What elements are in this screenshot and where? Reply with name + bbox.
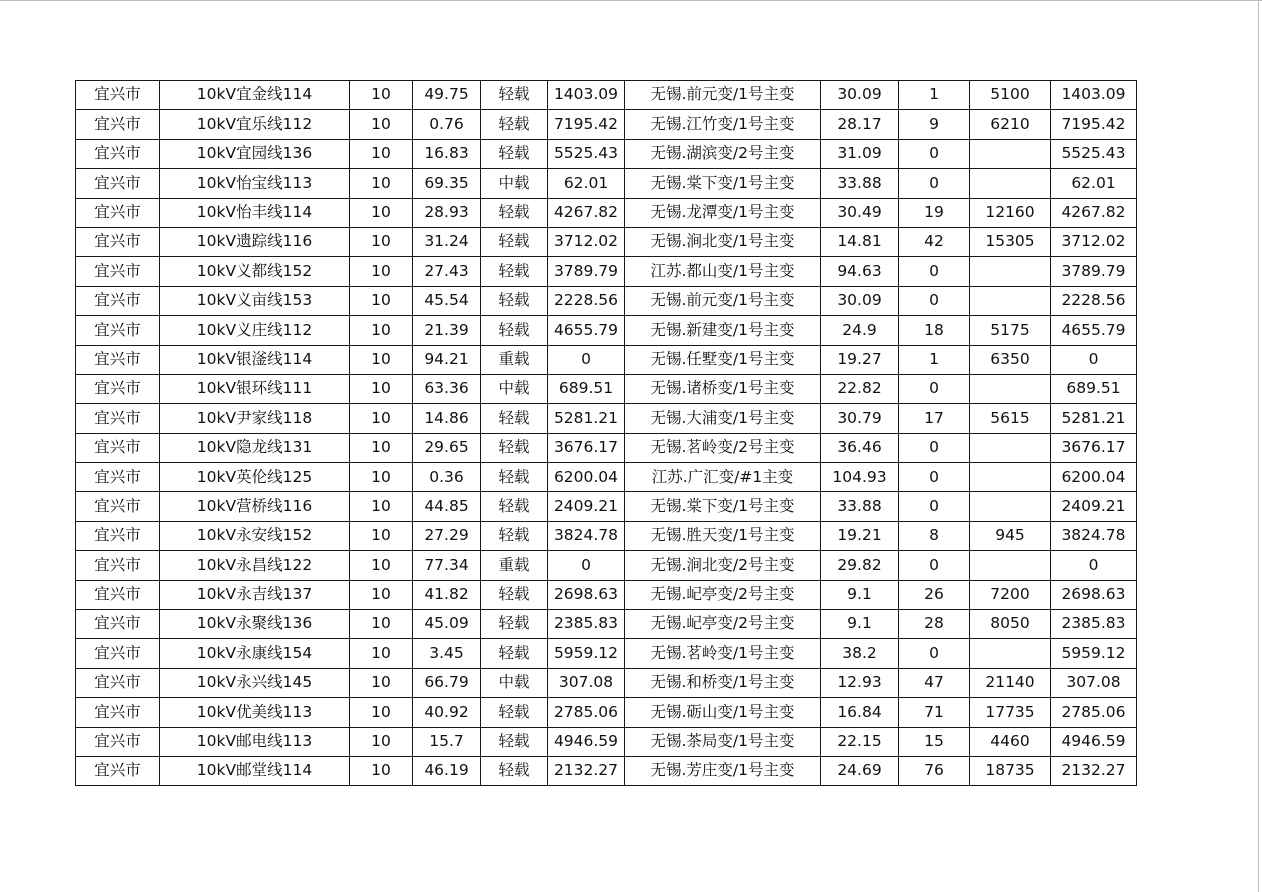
feeder-line-cell: 10kV义亩线153 xyxy=(160,286,350,315)
feeder-line-cell: 10kV邮电线113 xyxy=(160,727,350,756)
feeder-line-cell: 10kV宜园线136 xyxy=(160,139,350,168)
table-row xyxy=(76,433,1137,462)
transformer-load-rate-cell: 33.88 xyxy=(821,169,899,198)
load-rate-cell: 31.24 xyxy=(413,227,481,256)
load-rate-cell: 45.09 xyxy=(413,610,481,639)
voltage-cell: 10 xyxy=(350,404,413,433)
user-capacity-cell: 5100 xyxy=(970,81,1051,110)
available-capacity-cell: 2409.21 xyxy=(548,492,625,521)
substation-transformer-cell: 无锡.茶局变/1号主变 xyxy=(625,727,821,756)
user-capacity-cell xyxy=(970,433,1051,462)
load-rate-cell: 94.21 xyxy=(413,345,481,374)
available-capacity-cell: 2228.56 xyxy=(548,286,625,315)
remaining-capacity-cell: 2385.83 xyxy=(1051,610,1137,639)
remaining-capacity-cell: 5959.12 xyxy=(1051,639,1137,668)
table-row xyxy=(76,286,1137,315)
load-status-cell: 重载 xyxy=(481,345,548,374)
feeder-line-cell: 10kV英伦线125 xyxy=(160,463,350,492)
transformer-load-rate-cell: 22.82 xyxy=(821,374,899,403)
feeder-load-table xyxy=(75,80,1137,786)
available-capacity-cell: 2132.27 xyxy=(548,756,625,785)
remaining-capacity-cell: 5281.21 xyxy=(1051,404,1137,433)
available-capacity-cell: 2698.63 xyxy=(548,580,625,609)
city-cell: 宜兴市 xyxy=(76,639,160,668)
user-capacity-cell: 12160 xyxy=(970,198,1051,227)
load-status-cell: 轻载 xyxy=(481,580,548,609)
feeder-line-cell: 10kV隐龙线131 xyxy=(160,433,350,462)
city-cell: 宜兴市 xyxy=(76,198,160,227)
table-row xyxy=(76,463,1137,492)
load-status-cell: 轻载 xyxy=(481,727,548,756)
table-body xyxy=(76,81,1137,786)
table-row xyxy=(76,580,1137,609)
user-capacity-cell xyxy=(970,374,1051,403)
load-rate-cell: 49.75 xyxy=(413,81,481,110)
load-status-cell: 轻载 xyxy=(481,521,548,550)
load-status-cell: 轻载 xyxy=(481,610,548,639)
city-cell: 宜兴市 xyxy=(76,580,160,609)
substation-transformer-cell: 无锡.诸桥变/1号主变 xyxy=(625,374,821,403)
user-count-cell: 0 xyxy=(899,169,970,198)
available-capacity-cell: 3712.02 xyxy=(548,227,625,256)
table-row xyxy=(76,551,1137,580)
feeder-line-cell: 10kV永昌线122 xyxy=(160,551,350,580)
user-count-cell: 0 xyxy=(899,257,970,286)
transformer-load-rate-cell: 9.1 xyxy=(821,580,899,609)
available-capacity-cell: 0 xyxy=(548,551,625,580)
city-cell: 宜兴市 xyxy=(76,169,160,198)
load-rate-cell: 77.34 xyxy=(413,551,481,580)
user-count-cell: 0 xyxy=(899,639,970,668)
voltage-cell: 10 xyxy=(350,727,413,756)
transformer-load-rate-cell: 12.93 xyxy=(821,668,899,697)
remaining-capacity-cell: 0 xyxy=(1051,345,1137,374)
remaining-capacity-cell: 689.51 xyxy=(1051,374,1137,403)
available-capacity-cell: 1403.09 xyxy=(548,81,625,110)
table-row xyxy=(76,345,1137,374)
feeder-line-cell: 10kV优美线113 xyxy=(160,698,350,727)
load-status-cell: 轻载 xyxy=(481,698,548,727)
load-rate-cell: 29.65 xyxy=(413,433,481,462)
remaining-capacity-cell: 3712.02 xyxy=(1051,227,1137,256)
city-cell: 宜兴市 xyxy=(76,727,160,756)
voltage-cell: 10 xyxy=(350,668,413,697)
feeder-line-cell: 10kV怡丰线114 xyxy=(160,198,350,227)
transformer-load-rate-cell: 38.2 xyxy=(821,639,899,668)
city-cell: 宜兴市 xyxy=(76,433,160,462)
load-rate-cell: 0.76 xyxy=(413,110,481,139)
user-capacity-cell: 4460 xyxy=(970,727,1051,756)
user-capacity-cell: 18735 xyxy=(970,756,1051,785)
user-capacity-cell: 5615 xyxy=(970,404,1051,433)
available-capacity-cell: 689.51 xyxy=(548,374,625,403)
voltage-cell: 10 xyxy=(350,227,413,256)
load-rate-cell: 63.36 xyxy=(413,374,481,403)
load-rate-cell: 44.85 xyxy=(413,492,481,521)
voltage-cell: 10 xyxy=(350,139,413,168)
load-rate-cell: 3.45 xyxy=(413,639,481,668)
user-capacity-cell: 5175 xyxy=(970,316,1051,345)
transformer-load-rate-cell: 30.49 xyxy=(821,198,899,227)
substation-transformer-cell: 无锡.大浦变/1号主变 xyxy=(625,404,821,433)
table-row xyxy=(76,727,1137,756)
feeder-line-cell: 10kV永吉线137 xyxy=(160,580,350,609)
substation-transformer-cell: 无锡.和桥变/1号主变 xyxy=(625,668,821,697)
substation-transformer-cell: 无锡.任墅变/1号主变 xyxy=(625,345,821,374)
table-row xyxy=(76,316,1137,345)
transformer-load-rate-cell: 30.79 xyxy=(821,404,899,433)
substation-transformer-cell: 江苏.广汇变/#1主变 xyxy=(625,463,821,492)
user-count-cell: 15 xyxy=(899,727,970,756)
city-cell: 宜兴市 xyxy=(76,404,160,433)
voltage-cell: 10 xyxy=(350,756,413,785)
voltage-cell: 10 xyxy=(350,521,413,550)
substation-transformer-cell: 无锡.屺亭变/2号主变 xyxy=(625,580,821,609)
substation-transformer-cell: 无锡.湖滨变/2号主变 xyxy=(625,139,821,168)
city-cell: 宜兴市 xyxy=(76,110,160,139)
remaining-capacity-cell: 5525.43 xyxy=(1051,139,1137,168)
user-count-cell: 0 xyxy=(899,286,970,315)
table-row xyxy=(76,756,1137,785)
feeder-line-cell: 10kV邮堂线114 xyxy=(160,756,350,785)
available-capacity-cell: 4655.79 xyxy=(548,316,625,345)
table-row xyxy=(76,139,1137,168)
table-row xyxy=(76,374,1137,403)
user-count-cell: 76 xyxy=(899,756,970,785)
transformer-load-rate-cell: 33.88 xyxy=(821,492,899,521)
available-capacity-cell: 0 xyxy=(548,345,625,374)
voltage-cell: 10 xyxy=(350,81,413,110)
load-status-cell: 中载 xyxy=(481,668,548,697)
feeder-line-cell: 10kV尹家线118 xyxy=(160,404,350,433)
table-row xyxy=(76,110,1137,139)
transformer-load-rate-cell: 28.17 xyxy=(821,110,899,139)
available-capacity-cell: 3676.17 xyxy=(548,433,625,462)
load-rate-cell: 46.19 xyxy=(413,756,481,785)
available-capacity-cell: 7195.42 xyxy=(548,110,625,139)
transformer-load-rate-cell: 94.63 xyxy=(821,257,899,286)
feeder-line-cell: 10kV宜金线114 xyxy=(160,81,350,110)
load-rate-cell: 41.82 xyxy=(413,580,481,609)
remaining-capacity-cell: 2228.56 xyxy=(1051,286,1137,315)
user-capacity-cell: 945 xyxy=(970,521,1051,550)
substation-transformer-cell: 无锡.棠下变/1号主变 xyxy=(625,169,821,198)
substation-transformer-cell: 无锡.前元变/1号主变 xyxy=(625,81,821,110)
voltage-cell: 10 xyxy=(350,698,413,727)
available-capacity-cell: 2385.83 xyxy=(548,610,625,639)
user-capacity-cell xyxy=(970,551,1051,580)
user-count-cell: 42 xyxy=(899,227,970,256)
user-capacity-cell: 6350 xyxy=(970,345,1051,374)
city-cell: 宜兴市 xyxy=(76,139,160,168)
feeder-line-cell: 10kV永安线152 xyxy=(160,521,350,550)
feeder-line-cell: 10kV怡宝线113 xyxy=(160,169,350,198)
user-capacity-cell: 21140 xyxy=(970,668,1051,697)
feeder-line-cell: 10kV永康线154 xyxy=(160,639,350,668)
table-row xyxy=(76,227,1137,256)
remaining-capacity-cell: 4946.59 xyxy=(1051,727,1137,756)
substation-transformer-cell: 无锡.芳庄变/1号主变 xyxy=(625,756,821,785)
voltage-cell: 10 xyxy=(350,198,413,227)
remaining-capacity-cell: 2785.06 xyxy=(1051,698,1137,727)
transformer-load-rate-cell: 36.46 xyxy=(821,433,899,462)
user-count-cell: 47 xyxy=(899,668,970,697)
load-rate-cell: 40.92 xyxy=(413,698,481,727)
feeder-line-cell: 10kV义都线152 xyxy=(160,257,350,286)
voltage-cell: 10 xyxy=(350,639,413,668)
available-capacity-cell: 5281.21 xyxy=(548,404,625,433)
table-row xyxy=(76,639,1137,668)
table-row xyxy=(76,521,1137,550)
load-rate-cell: 45.54 xyxy=(413,286,481,315)
user-count-cell: 0 xyxy=(899,551,970,580)
remaining-capacity-cell: 307.08 xyxy=(1051,668,1137,697)
user-capacity-cell xyxy=(970,286,1051,315)
table-row xyxy=(76,169,1137,198)
load-rate-cell: 66.79 xyxy=(413,668,481,697)
voltage-cell: 10 xyxy=(350,374,413,403)
table-row xyxy=(76,198,1137,227)
remaining-capacity-cell: 0 xyxy=(1051,551,1137,580)
substation-transformer-cell: 无锡.茗岭变/2号主变 xyxy=(625,433,821,462)
available-capacity-cell: 2785.06 xyxy=(548,698,625,727)
load-status-cell: 轻载 xyxy=(481,404,548,433)
substation-transformer-cell: 无锡.屺亭变/2号主变 xyxy=(625,610,821,639)
load-status-cell: 轻载 xyxy=(481,316,548,345)
load-rate-cell: 21.39 xyxy=(413,316,481,345)
load-status-cell: 中载 xyxy=(481,169,548,198)
voltage-cell: 10 xyxy=(350,551,413,580)
available-capacity-cell: 5959.12 xyxy=(548,639,625,668)
city-cell: 宜兴市 xyxy=(76,492,160,521)
load-rate-cell: 15.7 xyxy=(413,727,481,756)
user-count-cell: 9 xyxy=(899,110,970,139)
city-cell: 宜兴市 xyxy=(76,756,160,785)
city-cell: 宜兴市 xyxy=(76,551,160,580)
load-status-cell: 轻载 xyxy=(481,139,548,168)
available-capacity-cell: 3789.79 xyxy=(548,257,625,286)
load-status-cell: 轻载 xyxy=(481,463,548,492)
load-status-cell: 重载 xyxy=(481,551,548,580)
transformer-load-rate-cell: 24.69 xyxy=(821,756,899,785)
city-cell: 宜兴市 xyxy=(76,610,160,639)
substation-transformer-cell: 无锡.前元变/1号主变 xyxy=(625,286,821,315)
voltage-cell: 10 xyxy=(350,316,413,345)
transformer-load-rate-cell: 104.93 xyxy=(821,463,899,492)
remaining-capacity-cell: 2698.63 xyxy=(1051,580,1137,609)
user-capacity-cell xyxy=(970,257,1051,286)
table-row xyxy=(76,492,1137,521)
available-capacity-cell: 307.08 xyxy=(548,668,625,697)
city-cell: 宜兴市 xyxy=(76,374,160,403)
user-count-cell: 26 xyxy=(899,580,970,609)
load-status-cell: 轻载 xyxy=(481,433,548,462)
city-cell: 宜兴市 xyxy=(76,257,160,286)
user-count-cell: 0 xyxy=(899,139,970,168)
user-count-cell: 0 xyxy=(899,463,970,492)
substation-transformer-cell: 无锡.涧北变/1号主变 xyxy=(625,227,821,256)
transformer-load-rate-cell: 19.27 xyxy=(821,345,899,374)
available-capacity-cell: 6200.04 xyxy=(548,463,625,492)
remaining-capacity-cell: 4655.79 xyxy=(1051,316,1137,345)
feeder-line-cell: 10kV永兴线145 xyxy=(160,668,350,697)
user-capacity-cell: 15305 xyxy=(970,227,1051,256)
transformer-load-rate-cell: 24.9 xyxy=(821,316,899,345)
remaining-capacity-cell: 62.01 xyxy=(1051,169,1137,198)
load-status-cell: 轻载 xyxy=(481,110,548,139)
user-count-cell: 17 xyxy=(899,404,970,433)
user-count-cell: 0 xyxy=(899,492,970,521)
load-rate-cell: 14.86 xyxy=(413,404,481,433)
user-capacity-cell xyxy=(970,463,1051,492)
feeder-line-cell: 10kV宜乐线112 xyxy=(160,110,350,139)
page-top-edge xyxy=(0,0,1262,1)
transformer-load-rate-cell: 30.09 xyxy=(821,286,899,315)
available-capacity-cell: 4267.82 xyxy=(548,198,625,227)
city-cell: 宜兴市 xyxy=(76,698,160,727)
user-capacity-cell xyxy=(970,639,1051,668)
feeder-line-cell: 10kV永聚线136 xyxy=(160,610,350,639)
transformer-load-rate-cell: 22.15 xyxy=(821,727,899,756)
load-status-cell: 轻载 xyxy=(481,227,548,256)
substation-transformer-cell: 无锡.龙潭变/1号主变 xyxy=(625,198,821,227)
load-status-cell: 轻载 xyxy=(481,81,548,110)
city-cell: 宜兴市 xyxy=(76,81,160,110)
substation-transformer-cell: 无锡.江竹变/1号主变 xyxy=(625,110,821,139)
transformer-load-rate-cell: 14.81 xyxy=(821,227,899,256)
available-capacity-cell: 4946.59 xyxy=(548,727,625,756)
load-status-cell: 中载 xyxy=(481,374,548,403)
load-status-cell: 轻载 xyxy=(481,198,548,227)
load-rate-cell: 16.83 xyxy=(413,139,481,168)
user-count-cell: 18 xyxy=(899,316,970,345)
load-rate-cell: 69.35 xyxy=(413,169,481,198)
substation-transformer-cell: 无锡.棠下变/1号主变 xyxy=(625,492,821,521)
remaining-capacity-cell: 3789.79 xyxy=(1051,257,1137,286)
feeder-line-cell: 10kV营桥线116 xyxy=(160,492,350,521)
transformer-load-rate-cell: 30.09 xyxy=(821,81,899,110)
user-count-cell: 28 xyxy=(899,610,970,639)
transformer-load-rate-cell: 29.82 xyxy=(821,551,899,580)
table-row xyxy=(76,404,1137,433)
city-cell: 宜兴市 xyxy=(76,668,160,697)
city-cell: 宜兴市 xyxy=(76,521,160,550)
user-capacity-cell: 17735 xyxy=(970,698,1051,727)
table-row xyxy=(76,698,1137,727)
user-capacity-cell xyxy=(970,139,1051,168)
remaining-capacity-cell: 6200.04 xyxy=(1051,463,1137,492)
substation-transformer-cell: 无锡.砺山变/1号主变 xyxy=(625,698,821,727)
user-capacity-cell xyxy=(970,169,1051,198)
user-count-cell: 1 xyxy=(899,345,970,374)
substation-transformer-cell: 江苏.都山变/1号主变 xyxy=(625,257,821,286)
load-rate-cell: 28.93 xyxy=(413,198,481,227)
user-count-cell: 0 xyxy=(899,374,970,403)
voltage-cell: 10 xyxy=(350,345,413,374)
load-rate-cell: 27.29 xyxy=(413,521,481,550)
city-cell: 宜兴市 xyxy=(76,463,160,492)
substation-transformer-cell: 无锡.涧北变/2号主变 xyxy=(625,551,821,580)
user-count-cell: 8 xyxy=(899,521,970,550)
city-cell: 宜兴市 xyxy=(76,345,160,374)
voltage-cell: 10 xyxy=(350,169,413,198)
page-right-edge xyxy=(1258,0,1259,892)
table-row xyxy=(76,81,1137,110)
feeder-line-cell: 10kV银滏线114 xyxy=(160,345,350,374)
available-capacity-cell: 62.01 xyxy=(548,169,625,198)
load-status-cell: 轻载 xyxy=(481,257,548,286)
remaining-capacity-cell: 4267.82 xyxy=(1051,198,1137,227)
transformer-load-rate-cell: 9.1 xyxy=(821,610,899,639)
load-status-cell: 轻载 xyxy=(481,756,548,785)
voltage-cell: 10 xyxy=(350,580,413,609)
user-count-cell: 19 xyxy=(899,198,970,227)
load-rate-cell: 0.36 xyxy=(413,463,481,492)
user-capacity-cell xyxy=(970,492,1051,521)
table-row xyxy=(76,668,1137,697)
available-capacity-cell: 3824.78 xyxy=(548,521,625,550)
voltage-cell: 10 xyxy=(350,257,413,286)
substation-transformer-cell: 无锡.新建变/1号主变 xyxy=(625,316,821,345)
voltage-cell: 10 xyxy=(350,433,413,462)
load-status-cell: 轻载 xyxy=(481,286,548,315)
table-row xyxy=(76,610,1137,639)
substation-transformer-cell: 无锡.胜天变/1号主变 xyxy=(625,521,821,550)
voltage-cell: 10 xyxy=(350,463,413,492)
user-count-cell: 71 xyxy=(899,698,970,727)
transformer-load-rate-cell: 19.21 xyxy=(821,521,899,550)
city-cell: 宜兴市 xyxy=(76,286,160,315)
load-status-cell: 轻载 xyxy=(481,492,548,521)
substation-transformer-cell: 无锡.茗岭变/1号主变 xyxy=(625,639,821,668)
user-count-cell: 0 xyxy=(899,433,970,462)
transformer-load-rate-cell: 16.84 xyxy=(821,698,899,727)
remaining-capacity-cell: 3676.17 xyxy=(1051,433,1137,462)
remaining-capacity-cell: 2132.27 xyxy=(1051,756,1137,785)
remaining-capacity-cell: 2409.21 xyxy=(1051,492,1137,521)
voltage-cell: 10 xyxy=(350,610,413,639)
load-status-cell: 轻载 xyxy=(481,639,548,668)
user-capacity-cell: 8050 xyxy=(970,610,1051,639)
feeder-line-cell: 10kV遗踪线116 xyxy=(160,227,350,256)
voltage-cell: 10 xyxy=(350,286,413,315)
table-row xyxy=(76,257,1137,286)
city-cell: 宜兴市 xyxy=(76,316,160,345)
city-cell: 宜兴市 xyxy=(76,227,160,256)
voltage-cell: 10 xyxy=(350,492,413,521)
remaining-capacity-cell: 1403.09 xyxy=(1051,81,1137,110)
available-capacity-cell: 5525.43 xyxy=(548,139,625,168)
user-capacity-cell: 7200 xyxy=(970,580,1051,609)
voltage-cell: 10 xyxy=(350,110,413,139)
feeder-line-cell: 10kV银环线111 xyxy=(160,374,350,403)
transformer-load-rate-cell: 31.09 xyxy=(821,139,899,168)
feeder-line-cell: 10kV义庄线112 xyxy=(160,316,350,345)
user-capacity-cell: 6210 xyxy=(970,110,1051,139)
load-rate-cell: 27.43 xyxy=(413,257,481,286)
remaining-capacity-cell: 3824.78 xyxy=(1051,521,1137,550)
remaining-capacity-cell: 7195.42 xyxy=(1051,110,1137,139)
user-count-cell: 1 xyxy=(899,81,970,110)
